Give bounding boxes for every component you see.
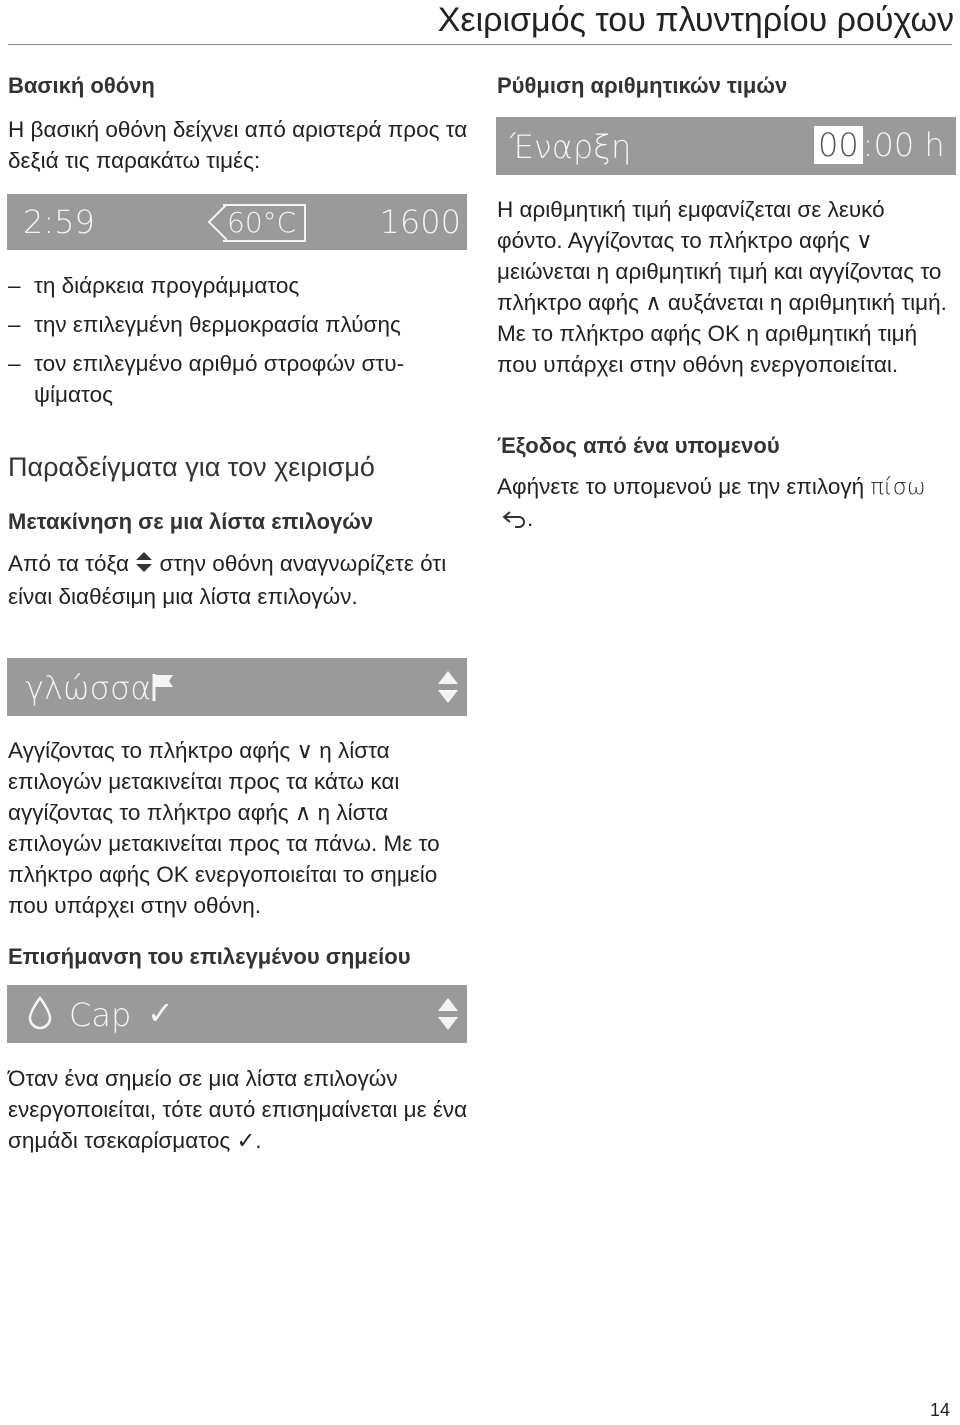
start-time-display <box>496 117 956 175</box>
display-start-label: Έναρξη <box>510 128 632 166</box>
display-duration: 2:59 <box>23 203 95 241</box>
move-list-heading: Μετακίνηση σε μια λίστα επιλογών <box>8 509 374 534</box>
title-divider <box>8 44 952 45</box>
list-item: – τη διάρκεια προγράμματος <box>8 270 468 301</box>
basic-screen-intro: Η βασική οθόνη δείχνει από αριστερά προς τα δεξιά τις παρακάτω τιμές: <box>8 117 468 173</box>
back-icon <box>501 506 527 537</box>
up-down-arrows-icon <box>135 550 153 581</box>
water-drop-icon <box>27 996 53 1034</box>
selected-hours-value: 00 <box>814 126 863 164</box>
submenu-exit-text: Αφήνετε το υπομενού με την επιλογή πίσω . <box>497 471 952 537</box>
display-temperature: 60°C <box>223 204 306 242</box>
submenu-exit-heading: Έξοδος από ένα υπομενού <box>497 433 780 458</box>
move-list-intro: Από τα τόξα στην οθόνη αναγνωρίζετε ότι είναι διαθέσιμη μια λίστα επιλογών. <box>8 551 447 609</box>
numeric-text: Η αριθμητική τιμή εμφανίζεται σε λευκό φόντο. Αγγίζοντας το πλήκτρο αφής ∨ μειώνεται η αριθμητική τιμή και αγγίζοντας το πλήκτρο αφής ∧ αυξάνεται η αριθμητική τιμή. Με το πλήκτρο αφής OK η αριθμητική τιμή που υπάρχει στην οθόνη ενεργοποιείται. <box>497 197 947 377</box>
minutes-value: :00 h <box>862 126 945 164</box>
numeric-heading: Ρύθμιση αριθμητικών τιμών <box>497 73 788 98</box>
display-start-time <box>814 127 945 163</box>
display-cap-label: Cap <box>69 996 132 1034</box>
move-list-text: Αγγίζοντας το πλήκτρο αφής ∨ η λίστα επιλογών μετακινείται προς τα κάτω και αγγίζοντας το πλήκτρο αφής ∧ η λίστα επιλογών μετακινείται προς τα πάνω. Με το πλήκτρο αφής OK ενεργοποιείται το σημείο που υπάρχει στην οθόνη. <box>8 738 440 918</box>
list-item: – την επιλεγμένη θερμοκρασία πλύσης <box>8 309 468 340</box>
selected-item-text: Όταν ένα σημείο σε μια λίστα επιλογών ενεργοποιείται, τότε αυτό επισημαίνεται με ένα σημάδι τσεκαρίσματος ✓. <box>8 1066 468 1153</box>
check-mark-icon: ✓ <box>147 994 174 1032</box>
scroll-arrows-icon <box>437 670 459 708</box>
examples-heading: Παραδείγματα για τον χειρισμό <box>8 452 375 482</box>
list-item: – τον επιλεγμένο αριθμό στροφών στυψίματος <box>8 348 468 410</box>
back-option-label: πίσω <box>870 474 926 500</box>
page-number: 14 <box>929 1400 950 1420</box>
display-language-label: γλώσσα <box>25 669 152 707</box>
basic-screen-display <box>7 194 467 250</box>
basic-screen-values-list <box>8 270 468 418</box>
language-list-display <box>7 658 467 716</box>
scroll-arrows-icon <box>437 997 459 1035</box>
flag-icon <box>151 672 177 706</box>
page-title: Χειρισμός του πλυντηρίου ρούχων <box>437 1 954 39</box>
selected-item-heading: Επισήμανση του επιλεγμένου σημείου <box>8 944 411 969</box>
display-spin-speed: 1600 <box>379 203 461 241</box>
selected-item-display <box>7 985 467 1043</box>
basic-screen-heading: Βασική οθόνη <box>8 73 155 98</box>
